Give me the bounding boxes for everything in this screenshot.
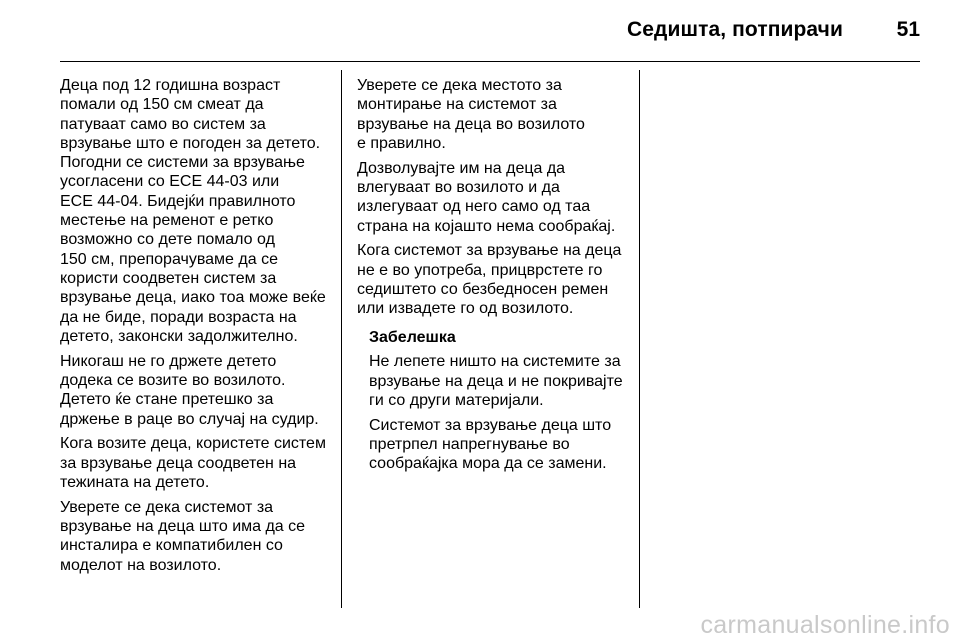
page-header	[60, 0, 920, 62]
paragraph-not-in-use: Кога системот за врзување на деца не е во употреба, прицврстете го седиштето со безбедносен ремен или извадете го од возилото.	[357, 242, 622, 318]
note-paragraph-replace: Системот за врзување деца што претрпел напрегнување во сообраќајка мора да се замени.	[369, 416, 612, 473]
column-divider-right	[639, 70, 640, 608]
page-number: 51	[896, 18, 920, 41]
paragraph-never-hold-child: Никогаш не го држете детето додека се возите во возилото. Детето ќе стане претешко за држење в раце во случај на судир.	[60, 352, 319, 428]
paragraph-enter-exit: Дозволувајте им на деца да влегуваат во возилото и да излегуваат од него само од таа страна на којашто нема сообраќај.	[357, 159, 616, 235]
text-column-1	[60, 76, 332, 580]
section-title: Седишта, потпирачи	[627, 18, 843, 41]
watermark-text: carmanualsonline.info	[700, 611, 950, 639]
paragraph-compatibility: Уверете се дека системот за врзување на деца што има да се инсталира е компатибилен со моделот на возилото.	[60, 498, 306, 574]
paragraph-age-height: Деца под 12 годишна возраст помали од 150 см смеат да патуваат само во систем за врзување што е погоден за детето. Погодни се системи за врзување усогласени со ECE 44-03 или ECE 44-04. Бидејќи правилното местење на ременот е ретко возможно со дете помало од 150 см, препорачуваме да се користи соодветен систем за врзување деца, иако тоа може веќе да не биде, поради возраста на детето, законски задолжително.	[60, 77, 326, 345]
text-column-2	[357, 76, 629, 479]
note-title: Забелешка	[369, 328, 456, 346]
column-divider-left	[341, 70, 342, 608]
note-paragraph-no-stickers: Не лепете ништо на системите за врзување на деца и не покривајте ги со други материјали.	[369, 353, 623, 409]
paragraph-mounting-location: Уверете се дека местото за монтирање на системот за врзување на деца во возилото е правилно.	[357, 77, 585, 152]
paragraph-weight-appropriate: Кога возите деца, користете систем за врзување деца соодветен на тежината на детето.	[60, 435, 326, 491]
note-box	[369, 328, 629, 474]
